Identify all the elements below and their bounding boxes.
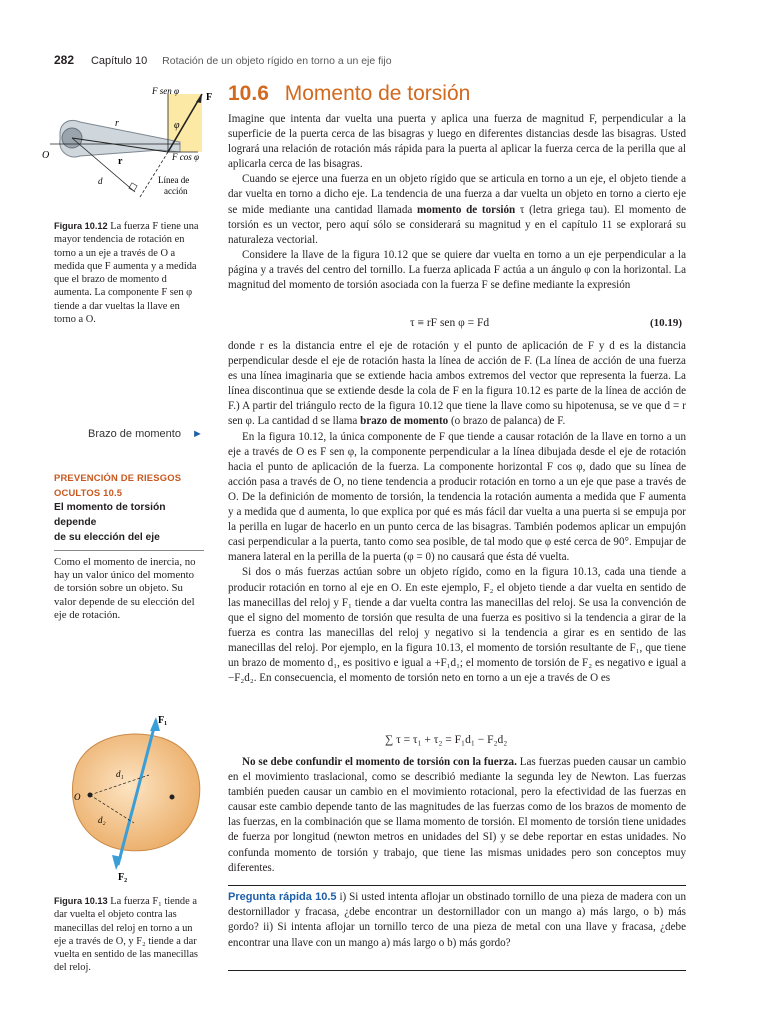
- label-F2: F₂: [118, 872, 128, 883]
- paragraph-7: [228, 755, 686, 876]
- paragraph-1: Imagine que intenta dar vuelta una puerta y aplica una fuerza de magnitud F, perpendicular a la superficie de la puerta cerca de las bisagras y luego en diferentes distancias desde las bisagras. Usted logrará una relación de rotación más rápida para la puerta al aplicar la fuerza cerca de la perilla que al aplicarla cerca de las bisagras.: [228, 113, 686, 171]
- quiz-bottom-rule: [228, 970, 686, 971]
- figure-10-13-object: [54, 705, 214, 885]
- p7-bold-warning: No se debe confundir el momento de torsión con la fuerza.: [242, 756, 517, 768]
- paragraph-6: Si dos o más fuerzas actúan sobre un objeto rígido, como en la figura 10.13, cada una tiende a producir rotación en torno al eje en O. En este ejemplo, F₂ el objeto tiende a dar vuelta en sentido de las manecillas del reloj y F₁ tiende a dar vuelta contra las manecillas del reloj. Se usa la convención de que el signo del momento de torsión que resulta de una fuerza es positivo si la tendencia a girar de la fuerza es contra las manecillas del reloj y negativo si la tendencia a girar es en sentido de las manecillas del reloj. Por ejemplo, en la figura 10.13, el momento de torsión resultante de F₁, que tiene un brazo de momento d₁, es positivo e igual a +F₁d₁; el momento de torsión de F₂ es negativo e igual a −F₂d₂. En consecuencia, el momento de torsión neto en torno a un eje a través de O es: [228, 566, 686, 685]
- label-O: O: [74, 792, 81, 802]
- application-point-dot: [170, 795, 175, 800]
- caption-label: Figura 10.12: [54, 221, 108, 231]
- section-number: 10.6: [228, 82, 269, 105]
- figure-10-12-caption: [54, 220, 204, 326]
- paragraph-5: En la figura 10.12, la única componente de F que tiende a causar rotación de la llave en torno a un eje a través de O es F sen φ, la componente perpendicular a la línea dibujada desde el eje de rotación hacia el punto de aplicación de la fuerza. La componente horizontal F cos φ, dado que su línea de acción pasa a través de O, no tiene tendencia a producir rotación en torno a un eje que pase a través de O. De la definición de momento de torsión, la tendencia la rotación aumenta a medida que F aumenta y a medida que d aumenta, lo que explica por qué es más fácil dar vuelta a una puerta si se empuja por la perilla en lugar de hacerlo en un punto cerca de las bisagras. También podemos aplicar un empujón casi perpendicular a la puerta, tanto como sea posible, de tal modo que φ esté cerca de 90°. Empujar de manera lateral en la perilla de la puerta (φ = 0) no causará que ésta dé vuelta.: [228, 430, 686, 564]
- quiz-label: Pregunta rápida 10.5: [228, 891, 337, 903]
- label-d: d: [98, 176, 103, 186]
- section-heading: [228, 82, 470, 106]
- caption-text: La fuerza F₁ tiende a dar vuelta el objeto contra las manecillas del reloj en torno a un eje a través de O, y F₂ tiende a dar vuelta en sentido de las manecillas del reloj.: [54, 896, 198, 974]
- label-d1: d₁: [116, 769, 124, 779]
- label-d2: d₂: [98, 815, 106, 825]
- p4-part-a: donde r es la distancia entre el eje de rotación y el punto de aplicación de F y d es la distancia perpendicular desde el eje de rotación hasta la línea de acción de F. (La línea de acción de una fuerza es una línea imaginaria que se extiende hacia ambos extremos del vector que representa la fuerza. La línea discontinua que se extiende desde la cola de F en la figura 10.12 es parte de la línea de acción de F.) A partir del triángulo recto de la figura 10.12 que tiene la llave como su hipotenusa, se ve que d = r sen φ. La cantidad d se llama: [228, 340, 686, 428]
- p2-part-c: τ (letra griega tau). El momento de torsión es un vector, pero aquí sólo se considerará su magnitud y en el capítulo 11 se explorará su naturaleza vectorial.: [228, 203, 686, 246]
- pitfall-body: Como el momento de inercia, no hay un valor único del momento de torsión sobre un objeto. Su valor depende de su elección del eje de rotación.: [54, 555, 196, 622]
- pitfall-heading-1: PREVENCIÓN DE RIESGOS: [54, 472, 182, 483]
- label-F: F: [206, 92, 213, 103]
- label-r-top: r: [115, 118, 119, 129]
- body-text-top: [228, 112, 686, 293]
- label-fcos: F cos φ: [172, 152, 199, 162]
- caption-label: Figura 10.13: [54, 896, 108, 906]
- pitfall-heading-2: OCULTOS 10.5: [54, 487, 123, 498]
- equation-10-19: τ ≡ rF sen φ = Fd: [410, 317, 490, 329]
- chapter-title: Rotación de un objeto rígido en torno a un eje fijo: [162, 55, 392, 67]
- figure-10-13-caption: [54, 895, 204, 975]
- label-phi: φ: [174, 120, 180, 131]
- margin-term-text: Brazo de momento: [88, 428, 181, 440]
- arrow-icon: ►: [192, 428, 203, 440]
- pitfall-divider: [54, 550, 204, 551]
- label-r-vector: r: [118, 156, 123, 167]
- quick-quiz: [228, 890, 686, 951]
- quiz-top-rule: [228, 885, 686, 886]
- label-O: O: [42, 150, 50, 161]
- f2-arrowhead: [112, 855, 122, 870]
- pitfall-box: [54, 470, 204, 623]
- page-number: 282: [54, 53, 75, 67]
- p7-body: Las fuerzas pueden causar un cambio en el movimiento traslacional, como se describió mediante la segunda ley de Newton. Las fuerzas también pueden causar un cambio en el movimiento rotacional, pero la efectividad de las fuerzas en causar este cambio depende tanto de las magnitudes de las fuerzas como de los brazos de momento de las fuerzas, en la combinación que se llama momento de torsión. El momento de torsión tiene unidades de fuerza por longitud (newton metros en unidades del SI) y se debe reportar en estas unidades. No confunda momento de torsión y trabajo, que tiene las mismas unidades pero son conceptos muy diferentes.: [228, 756, 687, 874]
- section-title: Momento de torsión: [284, 82, 471, 105]
- label-linea: Línea de: [158, 175, 190, 185]
- p4-part-c: (o brazo de palanca) de F.: [448, 415, 566, 428]
- p4-bold-term: brazo de momento: [360, 415, 449, 428]
- body-text-bottom: [228, 755, 686, 876]
- margin-term-brazo: [88, 428, 203, 440]
- chapter-label: Capítulo 10: [90, 55, 148, 67]
- paragraph-2: [228, 172, 686, 247]
- equation-number: (10.19): [650, 317, 683, 329]
- p2-part-a: Cuando se ejerce una fuerza en un objeto rígido que se articula en torno a un eje, el objeto tiende a dar vuelta en torno a dicho eje. La tendencia de una fuerza a dar vuelta un objeto en torno a cierto eje se mide mediante una cantidad llamada: [228, 173, 686, 216]
- pitfall-title-1: El momento de torsión depende: [54, 502, 166, 529]
- p2-bold-term: momento de torsión: [417, 203, 516, 216]
- running-header: [54, 53, 392, 67]
- paragraph-4: [228, 339, 686, 430]
- paragraph-3: Considere la llave de la figura 10.12 que se quiere dar vuelta en torno a un eje perpendicular a la página y a través del centro del tornillo. La fuerza aplicada F actúa a un ángulo φ con la horizontal. La magnitud del momento de torsión asociada con la fuerza F se define mediante la expresión: [228, 248, 686, 292]
- equation-net-torque: ∑ τ = τ₁ + τ₂ = F₁d₁ − F₂d₂: [385, 734, 508, 746]
- body-text-middle: [228, 339, 686, 686]
- label-accion: acción: [164, 186, 188, 196]
- figure-10-12-wrench: [40, 82, 215, 202]
- pitfall-title-2: de su elección del eje: [54, 532, 160, 544]
- quiz-text: i) Si usted intenta aflojar un obstinado tornillo de una pieza de madera con un destornillador y fracasa, ¿debe encontrar un destornillador con un mango a) más largo, o b) más gordo? ii) Si intenta aflojar un tornillo terco de una pieza de metal con una llave y fracasa, ¿debe encontrar una llave con un mango a) más largo o b) más gordo?: [228, 891, 686, 949]
- label-F1: F₁: [158, 715, 168, 726]
- caption-text: La fuerza F tiene una mayor tendencia de rotación en torno a un eje a través de O a medida que F aumenta y a medida que el brazo de momento d aumenta. La componente F sen φ tiende a dar vueltas la llave en torno a O.: [54, 221, 199, 326]
- label-fsen: F sen φ: [152, 86, 179, 96]
